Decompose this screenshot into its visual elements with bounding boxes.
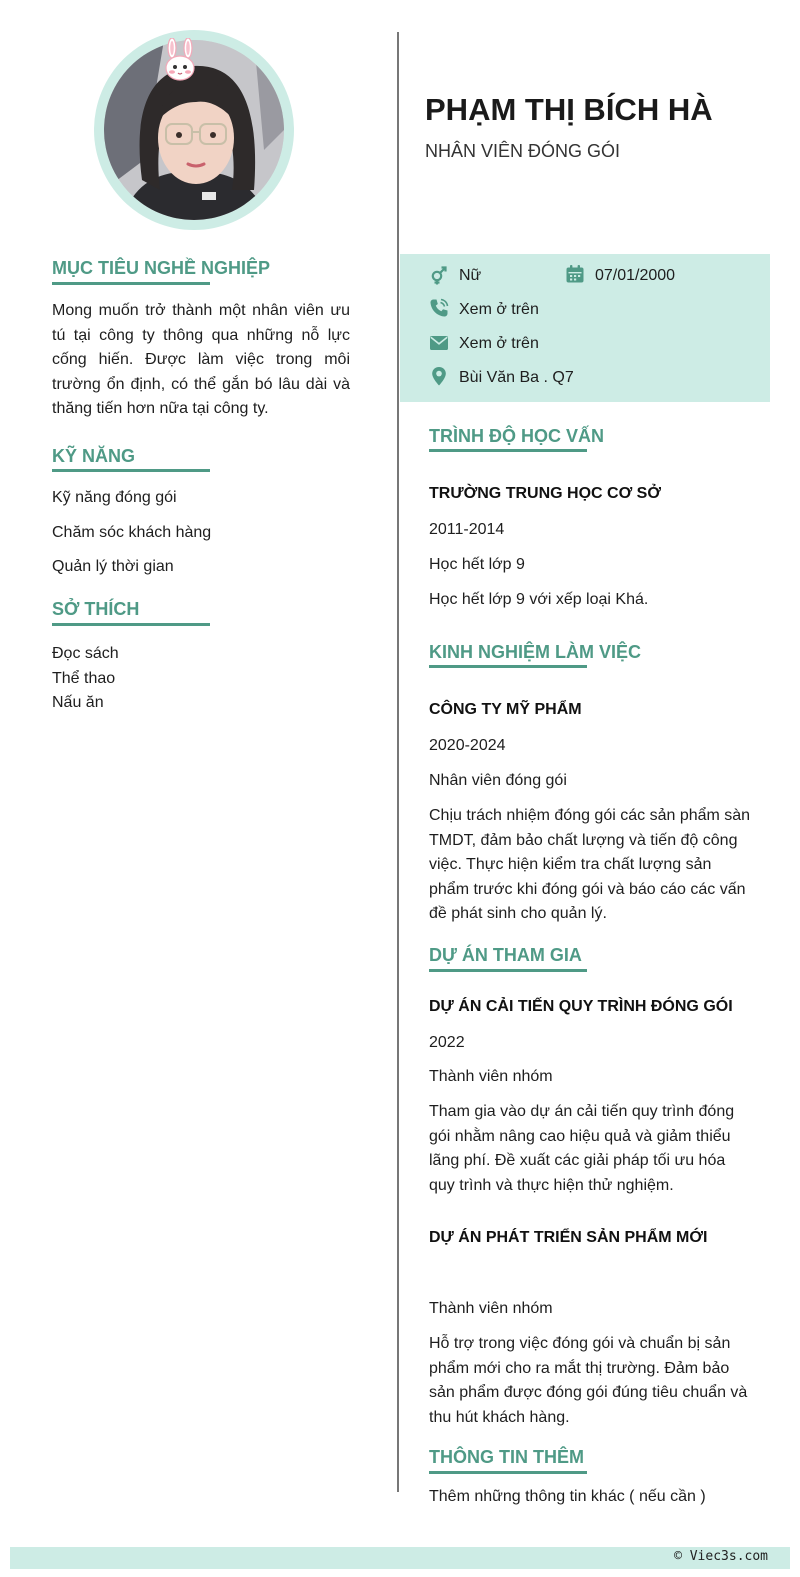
hobby-item: Nấu ăn — [52, 694, 104, 711]
project-description: Tham gia vào dự án cải tiến quy trình đóng gói nhằm nâng cao hiệu quả và giảm thiểu lãng phí. Đề xuất các giải pháp tối ưu hóa quy trình và thực hiện thử nghiệm. — [429, 1103, 735, 1194]
objective-text: Mong muốn trở thành một nhân viên ưu tú tại công ty thông qua những nỗ lực cống hiến. Được làm việc trong môi trường ổn định, có thể gắn bó lâu dài và thăng tiến hơn nữa tại công ty. — [52, 302, 350, 417]
experience-period: 2020-2024 — [429, 737, 506, 754]
skill-item: Quản lý thời gian — [52, 558, 174, 575]
skill-item: Chăm sóc khách hàng — [52, 524, 212, 541]
gender-icon — [429, 265, 449, 285]
email-icon — [429, 333, 449, 353]
education-degree: Học hết lớp 9 — [429, 556, 525, 573]
skill-item: Kỹ năng đóng gói — [52, 489, 177, 506]
education-school: TRƯỜNG TRUNG HỌC CƠ SỞ — [429, 485, 661, 502]
calendar-icon — [565, 264, 585, 284]
projects-underline — [429, 969, 587, 972]
bunny-sticker-icon — [162, 38, 198, 82]
project-year: 2022 — [429, 1034, 465, 1051]
email-value: Xem ở trên — [459, 335, 539, 352]
hobbies-list — [52, 642, 119, 716]
education-period: 2011-2014 — [429, 521, 505, 538]
extra-text: Thêm những thông tin khác ( nếu cần ) — [429, 1488, 706, 1505]
project-description: Hỗ trợ trong việc đóng gói và chuẩn bị sản phẩm mới cho ra mắt thị trường. Đảm bảo sản phẩm được đóng gói đúng tiêu chuẩn và thu hút khách hàng. — [429, 1335, 748, 1426]
project-role: Thành viên nhóm — [429, 1300, 553, 1317]
experience-title: KINH NGHIỆM LÀM VIỆC — [429, 642, 642, 662]
experience-position: Nhân viên đóng gói — [429, 772, 567, 789]
location-icon — [429, 366, 449, 386]
footer-watermark: © Viec3s.com — [674, 1549, 768, 1564]
phone-value: Xem ở trên — [459, 301, 539, 318]
objective-title: MỤC TIÊU NGHỀ NGHIỆP — [52, 258, 271, 278]
project-name: DỰ ÁN CẢI TIẾN QUY TRÌNH ĐÓNG GÓI — [429, 998, 733, 1015]
hobby-item: Thể thao — [52, 669, 116, 687]
candidate-name: PHẠM THỊ BÍCH HÀ — [425, 92, 713, 127]
objective-underline — [52, 282, 210, 285]
hobbies-title: SỞ THÍCH — [52, 599, 140, 619]
skills-underline — [52, 469, 210, 472]
phone-icon — [429, 298, 449, 318]
education-title: TRÌNH ĐỘ HỌC VẤN — [429, 426, 604, 446]
birthdate-value: 07/01/2000 — [595, 267, 676, 284]
project-name: DỰ ÁN PHÁT TRIỂN SẢN PHẨM MỚI — [429, 1229, 708, 1246]
contact-box — [400, 254, 770, 402]
hobby-item: Đọc sách — [52, 645, 119, 662]
education-underline — [429, 449, 587, 452]
column-divider — [397, 32, 399, 1492]
extra-title: THÔNG TIN THÊM — [429, 1447, 584, 1467]
project-role: Thành viên nhóm — [429, 1068, 553, 1085]
extra-underline — [429, 1471, 587, 1474]
footer-bar — [10, 1547, 790, 1569]
gender-value: Nữ — [459, 267, 482, 284]
hobbies-underline — [52, 623, 210, 626]
experience-description: Chịu trách nhiệm đóng gói các sản phẩm sàn TMDT, đảm bảo chất lượng và tiến độ công việc. Thực hiện kiểm tra chất lượng sản phẩm trước khi đóng gói và báo cáo các vấn đề phát sinh cho quản lý. — [429, 807, 751, 922]
projects-title: DỰ ÁN THAM GIA — [429, 945, 582, 965]
address-value: Bùi Văn Ba . Q7 — [459, 369, 574, 386]
experience-underline — [429, 665, 587, 668]
skills-title: KỸ NĂNG — [52, 446, 136, 466]
education-description: Học hết lớp 9 với xếp loại Khá. — [429, 591, 649, 608]
job-title: NHÂN VIÊN ĐÓNG GÓI — [425, 141, 621, 161]
experience-company: CÔNG TY MỸ PHẨM — [429, 701, 582, 718]
